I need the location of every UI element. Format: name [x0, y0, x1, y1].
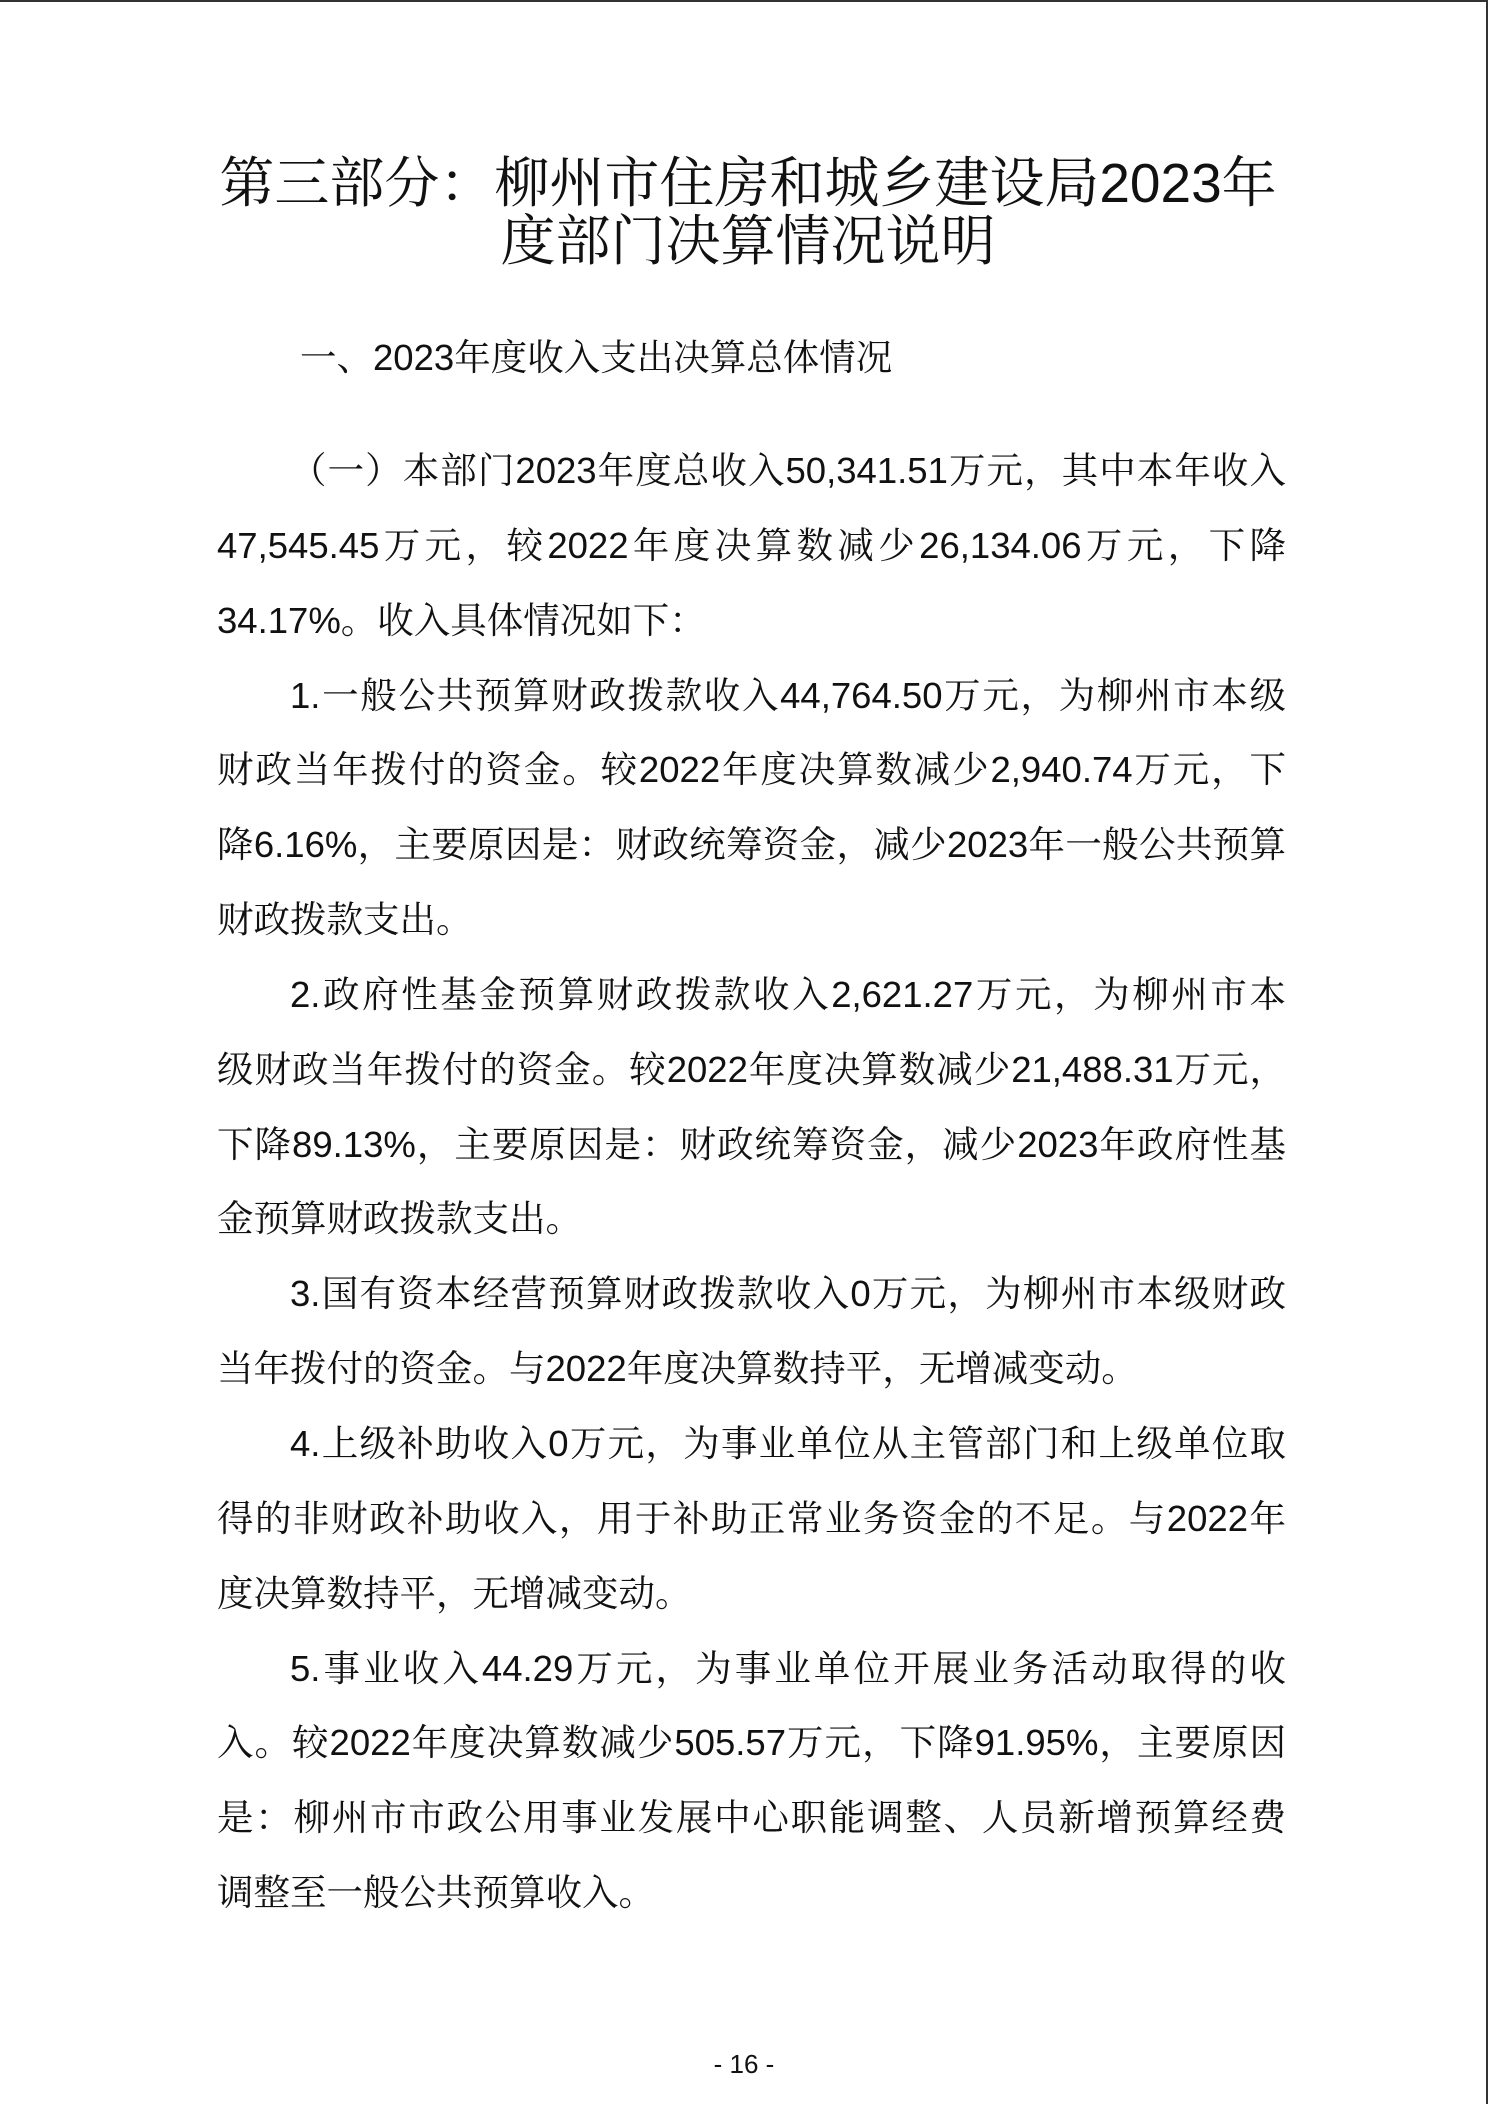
- paragraph-line: 34.17%。收入具体情况如下：: [217, 599, 706, 641]
- title-line: 度部门决算情况说明: [500, 210, 996, 272]
- paragraph-line: 财政当年拨付的资金。较2022年度决算数减少2,940.74万元，下: [217, 749, 1286, 791]
- paragraph-line: 2.政府性基金预算财政拨款收入2,621.27万元，为柳州市本: [290, 973, 1286, 1015]
- paragraph-total-income: [217, 434, 1286, 659]
- paragraph-line: 5.事业收入44.29万元，为事业单位开展业务活动取得的收: [290, 1647, 1286, 1689]
- paragraph-line: 是：柳州市市政公用事业发展中心职能调整、人员新增预算经费: [217, 1797, 1286, 1839]
- title-line: 第三部分：柳州市住房和城乡建设局2023年: [219, 152, 1277, 214]
- paragraph-line: 得的非财政补助收入，用于补助正常业务资金的不足。与2022年: [217, 1497, 1286, 1539]
- paragraph-line: 金预算财政拨款支出。: [217, 1198, 582, 1240]
- document-body: [217, 434, 1286, 1931]
- page-number: - 16 -: [713, 2049, 775, 2079]
- paragraph-line: 入。较2022年度决算数减少505.57万元，下降91.95%，主要原因: [217, 1722, 1286, 1764]
- paragraph-line: 3.国有资本经营预算财政拨款收入0万元，为柳州市本级财政: [290, 1273, 1286, 1315]
- paragraph-line: 当年拨付的资金。与2022年度决算数持平，无增减变动。: [217, 1348, 1138, 1390]
- paragraph-government-fund-budget: [217, 958, 1286, 1257]
- paragraph-line: 度决算数持平，无增减变动。: [217, 1572, 692, 1614]
- paragraph-business-income: [217, 1632, 1286, 1931]
- paragraph-line: 调整至一般公共预算收入。: [217, 1872, 655, 1914]
- paragraph-line: 下降89.13%，主要原因是：财政统筹资金，减少2023年政府性基: [217, 1123, 1286, 1165]
- paragraph-superior-subsidy: [217, 1407, 1286, 1632]
- section-heading: 一、2023年度收入支出决算总体情况: [300, 337, 893, 378]
- paragraph-general-public-budget: [217, 659, 1286, 958]
- page-title: [10, 154, 1486, 270]
- paragraph-line: 1.一般公共预算财政拨款收入44,764.50万元，为柳州市本级: [290, 674, 1286, 716]
- paragraph-line: （一）本部门2023年度总收入50,341.51万元，其中本年收入: [290, 450, 1286, 491]
- paragraph-line: 47,545.45万元，较2022年度决算数减少26,134.06万元，下降: [217, 524, 1286, 566]
- paragraph-state-capital-budget: [217, 1257, 1286, 1407]
- paragraph-line: 4.上级补助收入0万元，为事业单位从主管部门和上级单位取: [290, 1422, 1286, 1464]
- paragraph-line: 级财政当年拨付的资金。较2022年度决算数减少21,488.31万元，: [217, 1048, 1286, 1090]
- paragraph-line: 财政拨款支出。: [217, 899, 473, 941]
- paragraph-line: 降6.16%，主要原因是：财政统筹资金，减少2023年一般公共预算: [217, 824, 1286, 866]
